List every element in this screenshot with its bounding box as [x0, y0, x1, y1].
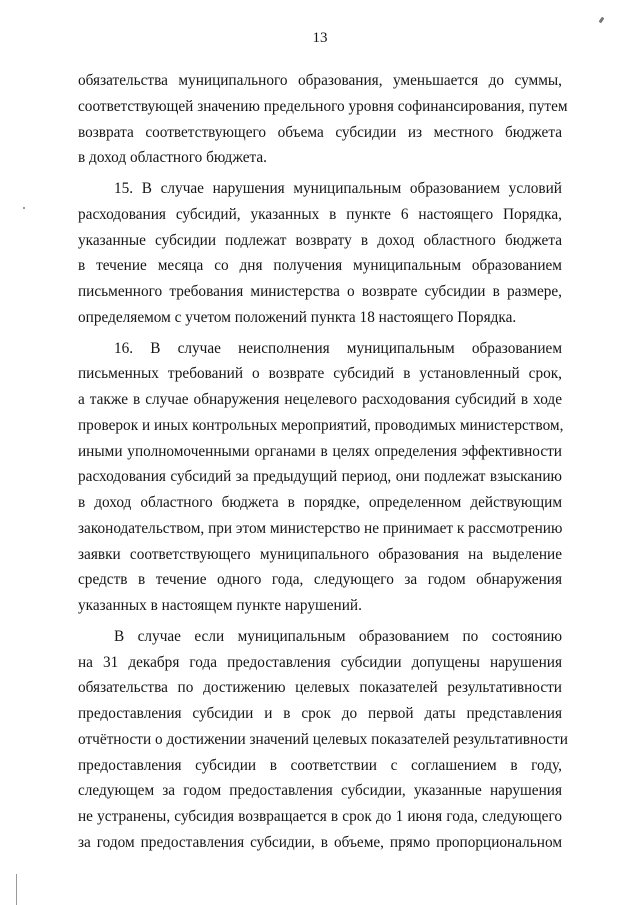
text-line: соответствующей значению предельного уровня софинансирования, путем: [78, 97, 568, 115]
text-line: определяемом с учетом положений пункта 18 настоящего Порядка.: [78, 308, 517, 326]
text-line: на 31 декабря года предоставления субсидии допущены нарушения: [78, 653, 562, 671]
text-line: отчётности о достижении значений целевых показателей результативности: [78, 730, 568, 748]
text-line: предоставления субсидии в соответствии с соглашением в году,: [78, 756, 562, 774]
text-line: законодательством, при этом министерство не принимает к рассмотрению: [78, 519, 563, 537]
scan-speck: [16, 874, 17, 905]
text-line: обязательства муниципального образования, уменьшается до суммы,: [78, 72, 562, 89]
text-line: указанные субсидии подлежат возврату в доход областного бюджета: [78, 231, 562, 249]
text-line: 16. В случае неисполнения муниципальным образованием: [114, 339, 562, 357]
text-line: В случае если муниципальным образованием по состоянию: [114, 627, 562, 645]
text-line: расходования субсидий за предыдущий период, они подлежат взысканию: [78, 468, 562, 486]
scan-speck: [23, 207, 25, 209]
paragraph-p-16: [78, 336, 562, 619]
scan-speck: [599, 17, 605, 24]
text-line: заявки соответствующего муниципального образования на выделение: [78, 545, 562, 563]
text-line: письменного требования министерства о возврате субсидии в размере,: [78, 283, 562, 300]
text-line: письменных требований о возврате субсидий в установленный срок,: [78, 365, 562, 383]
text-line: иными уполномоченными органами в целях определения эффективности: [78, 442, 562, 460]
text-line: проверок и иных контрольных мероприятий, проводимых министерством,: [78, 416, 564, 434]
text-line: указанных в настоящем пункте нарушений.: [78, 597, 362, 614]
paragraph-p-15: [78, 176, 562, 331]
document-body: [78, 68, 568, 856]
text-line: в доход областного бюджета.: [78, 149, 267, 167]
text-line: а также в случае обнаружения нецелевого расходования субсидий в ходе: [78, 391, 562, 408]
paragraph-p-dec31: [78, 624, 568, 856]
text-line: возврата соответствующего объема субсидии из местного бюджета: [78, 123, 562, 141]
text-line: 15. В случае нарушения муниципальным образованием условий: [114, 180, 562, 197]
text-line: обязательства по достижению целевых показателей результативности: [78, 679, 562, 697]
text-line: следующем за годом предоставления субсидии, указанные нарушения: [78, 782, 562, 800]
paragraph-p-continued: [78, 68, 568, 171]
text-line: расходования субсидий, указанных в пункте 6 настоящего Порядка,: [78, 205, 562, 223]
text-line: средств в течение одного года, следующего за годом обнаружения: [78, 571, 562, 589]
text-line: за годом предоставления субсидии, в объеме, прямо пропорциональном: [78, 833, 562, 851]
text-line: в доход областного бюджета в порядке, определенном действующим: [78, 494, 562, 511]
page-number: 13: [312, 30, 328, 46]
text-line: в течение месяца со дня получения муниципальным образованием: [78, 257, 562, 275]
text-line: не устранены, субсидия возвращается в срок до 1 июня года, следующего: [78, 808, 562, 825]
text-line: предоставления субсидии и в срок до первой даты представления: [78, 705, 562, 722]
